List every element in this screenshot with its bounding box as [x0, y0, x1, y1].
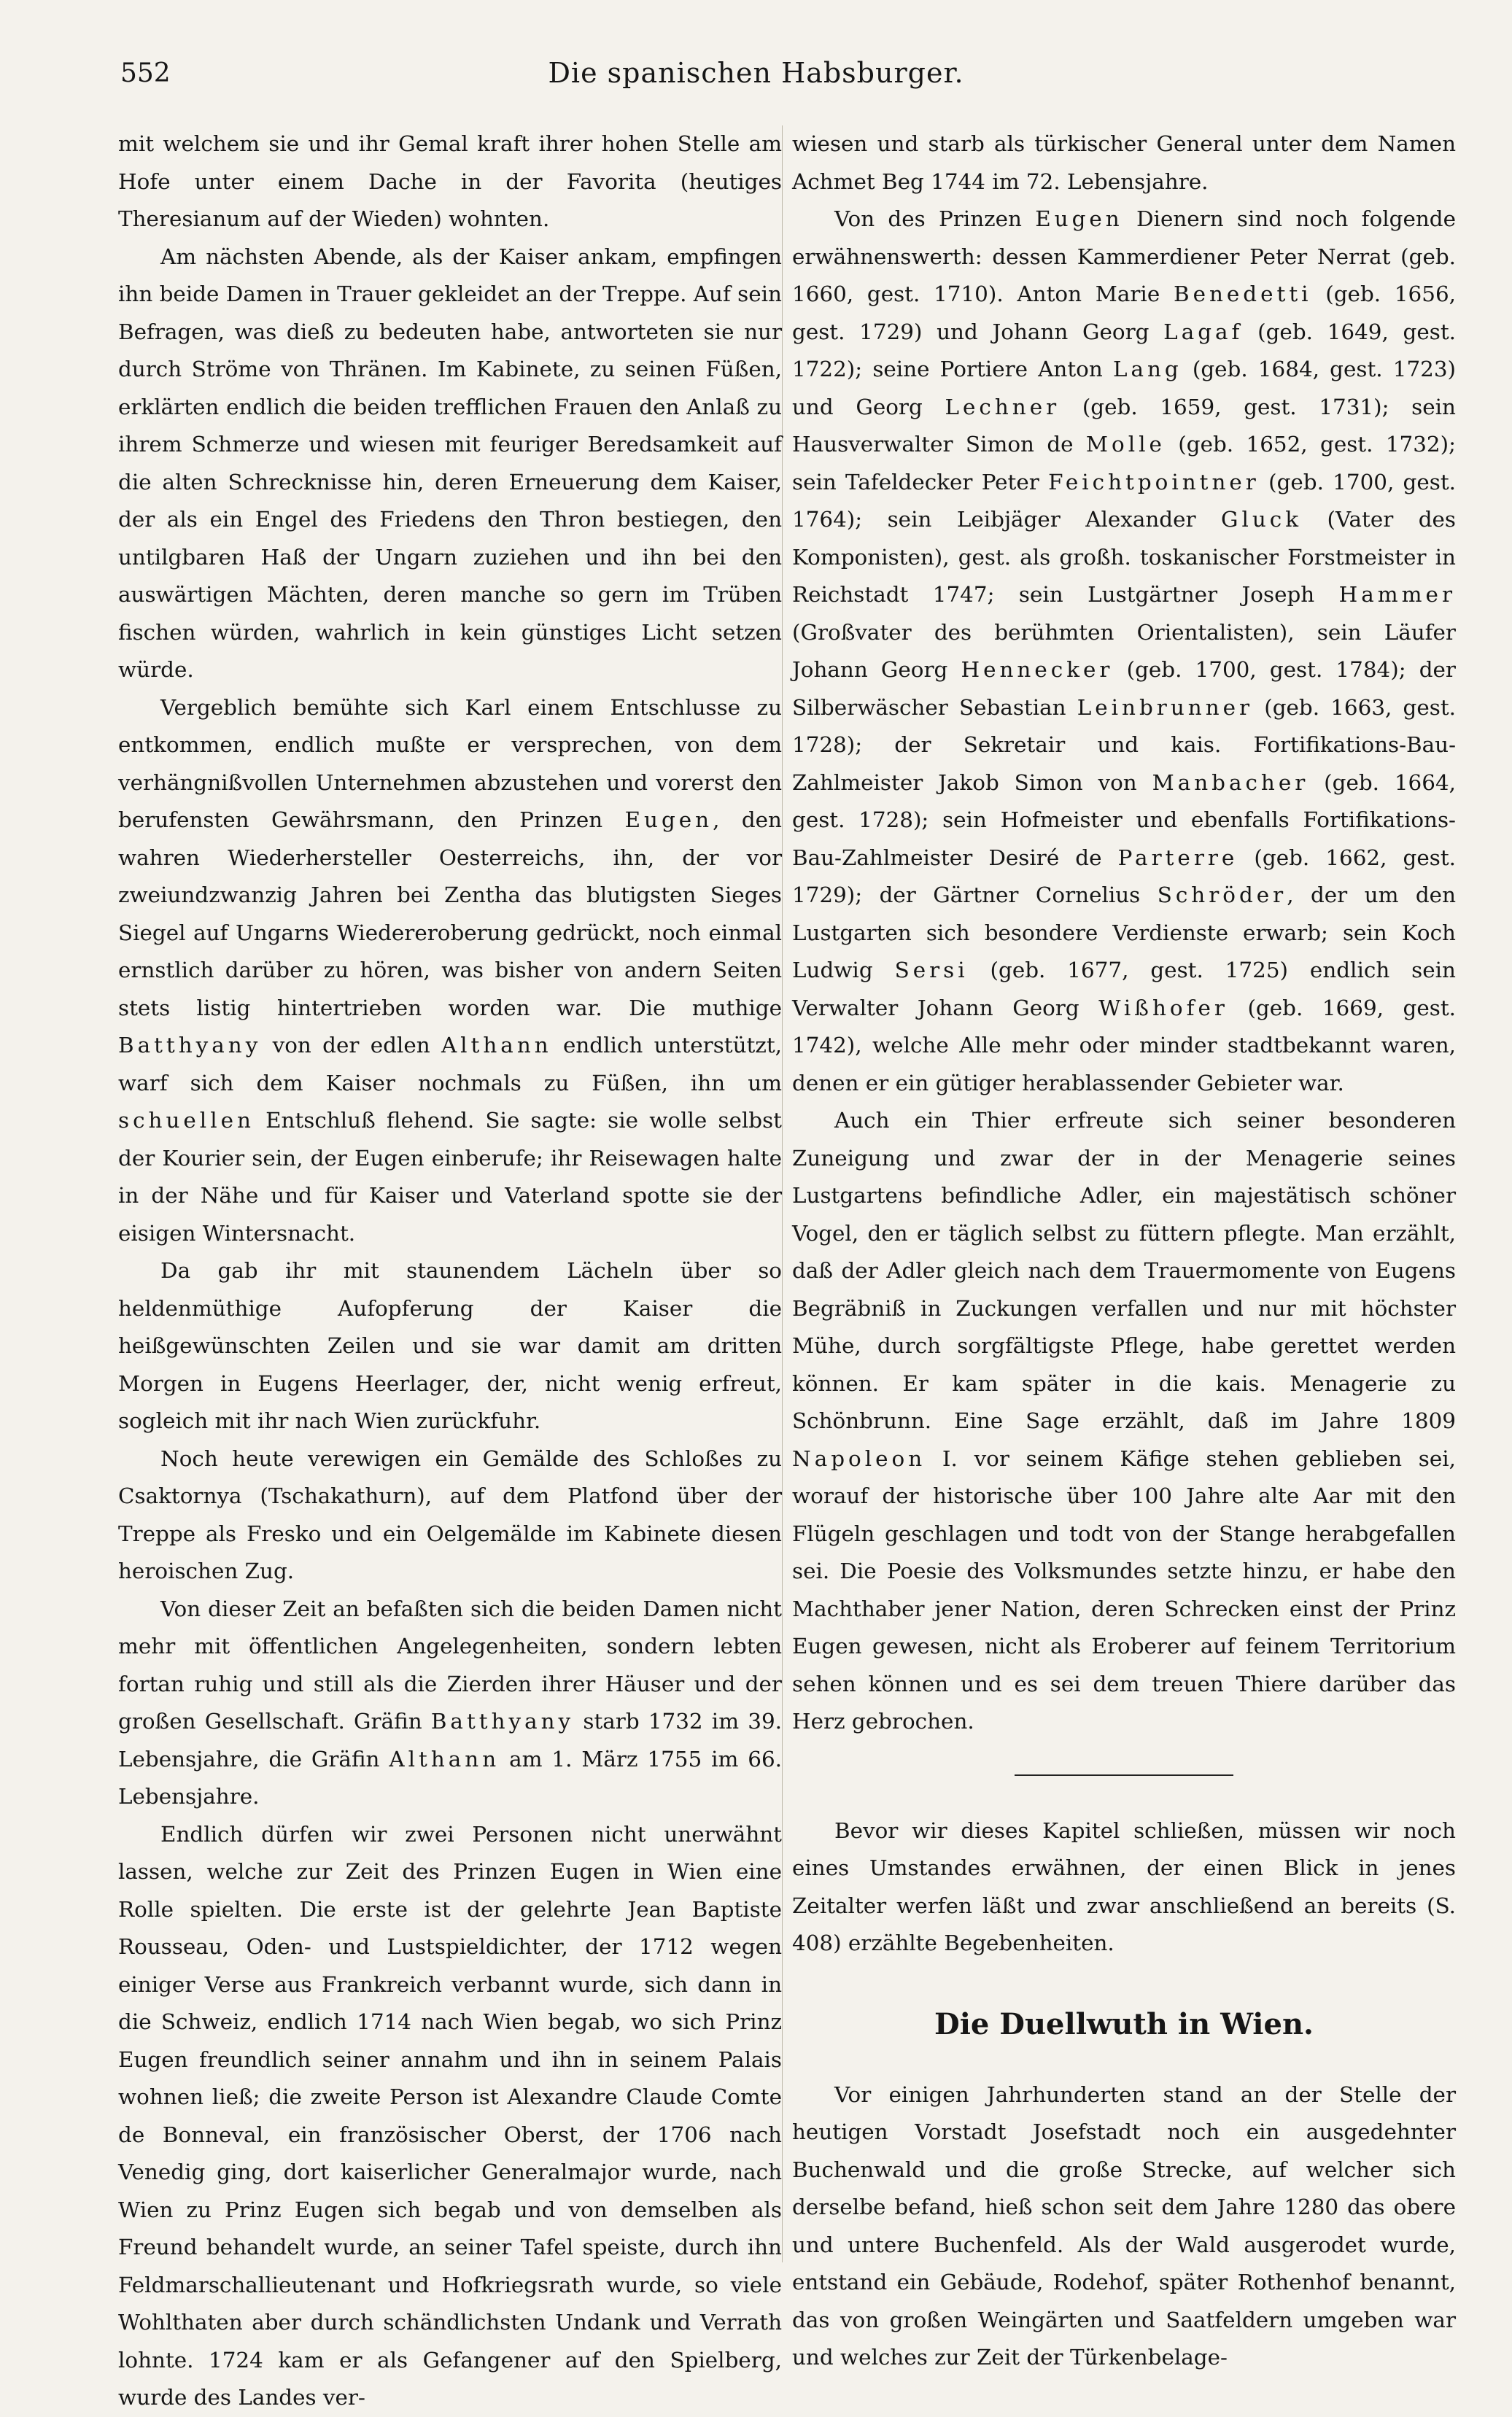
spaced-name: Eugen [624, 807, 713, 832]
section-divider [1015, 1774, 1233, 1776]
paragraph [118, 125, 782, 238]
text: Dienern sind noch folgende erwähnenswerth: dessen Kammerdiener Peter Nerrat (geb. 1660, gest. 1710). Anton Marie [792, 206, 1456, 306]
text: (Großvater des berühmten Orientalisten), sein Läufer Johann Georg [792, 619, 1456, 682]
spaced-name: Batthyany [118, 1033, 262, 1058]
paragraph [792, 125, 1456, 201]
spaced-name: Sersi [894, 958, 969, 982]
text: Auch ein Thier erfreute sich seiner besonderen Zuneigung und zwar der in der Menagerie seines Lustgartens befindliche Adler, ein majestätisch schöner Vogel, den er täglich selbst zu füttern pflegte. Man erzählt, daß der Adler gleich nach dem Trauermomente von Eugens Begräbniß in Zuckungen verfallen und nur mit höchster Mühe, durch sorgfältigste Pflege, habe gerettet werden können. Er kam später in die kais. Menagerie zu Schönbrunn. Eine Sage erzählt, daß im Jahre 1809 [792, 1108, 1456, 1433]
spaced-name: Manbacher [1152, 769, 1309, 795]
spaced-name: Hammer [1338, 582, 1456, 607]
spaced-name: Batthyany [430, 1709, 575, 1734]
spaced-name: Napoleon [792, 1446, 926, 1471]
spaced-name: Schröder [1157, 882, 1287, 907]
text: Von dieser Zeit an befaßten sich die beiden Damen nicht mehr mit öffentlichen Angelegenheiten, sondern lebten fortan ruhig und still als die Zierden ihrer Häuser und der großen Gesellschaft. Gräfin [118, 1596, 782, 1734]
spaced-name: Althann [441, 1033, 552, 1058]
paragraph [118, 238, 782, 689]
text: I. vor seinem Käfige stehen geblieben sei, worauf der historische über 100 Jahre alte Aar mit den Flügeln geschlagen und todt von der Stange herabgefallen sei. Die Poesie des Volksmundes setzte hinzu, er habe den Machthaber jener Nation, deren Schrecken einst der Prinz Eugen gewesen, nicht als Eroberer auf feinem Territorium sehen können und es sei dem treuen Thiere darüber das Herz gebrochen. [792, 1446, 1456, 1734]
paragraph [118, 1252, 782, 1440]
text: , den wahren Wiederhersteller Oesterreichs, ihn, der vor zweiundzwanzig Jahren bei Zentha das blutigsten Sieges Siegel auf Ungarns Wiedereroberung gedrückt, noch einmal ernstlich darüber zu hören, was bisher von andern Seiten stets listig hintertrieben worden war. Die muthige [118, 807, 782, 1020]
text: Am nächsten Abende, als der Kaiser ankam, empfingen ihn beide Damen in Trauer gekleidet an der Treppe. Auf sein Befragen, was dieß zu bedeuten habe, antworteten sie nur durch Ströme von Thränen. Im Kabinete, zu seinen Füßen, erklärten endlich die beiden trefflichen Frauen den Anlaß zu ihrem Schmerze und wiesen mit feuriger Beredsamkeit auf die alten Schrecknisse hin, deren Erneuerung dem Kaiser, der als ein Engel des Friedens den Thron bestiegen, den untilgbaren Haß der Ungarn zuziehen und ihn bei den auswärtigen Mächten, deren manche so gern im Trüben fischen würden, wahrlich in kein günstiges Licht setzen würde. [118, 244, 782, 682]
spaced-name: Eugen [1035, 206, 1123, 231]
spaced-name: Althann [389, 1746, 500, 1772]
text: (geb. 1669, gest. 1742), welche Alle mehr oder minder stadtbekannt waren, denen er ein gütiger herablassender Gebieter war. [792, 995, 1456, 1095]
text: (geb. 1656, gest. 1729) und Johann Georg [792, 282, 1456, 344]
spaced-name: Lagaf [1163, 319, 1244, 344]
paragraph [792, 201, 1456, 1102]
text: (geb. 1664, gest. 1728); sein Hofmeister und ebenfalls Fortifikations-Bau-Zahlmeister Desiré de [792, 769, 1456, 870]
spaced-word: schuellen [118, 1108, 255, 1133]
text: von der edlen [261, 1033, 441, 1058]
spaced-name: Leinbrunner [1077, 694, 1254, 720]
text: , der um den Lustgarten sich besondere Verdienste erwarb; sein Koch Ludwig [792, 882, 1457, 982]
spaced-name: Parterre [1117, 845, 1238, 870]
text: (geb. 1677, gest. 1725) endlich sein Verwalter Johann Georg [792, 958, 1456, 1020]
text: mit welchem sie und ihr Gemal kraft ihrer hohen Stelle am Hofe unter einem Dache in der Favorita (heutiges Theresianum auf der Wieden) wohnten. [118, 131, 782, 231]
text: (geb. 1659, gest. 1731); sein Hausverwalter Simon de [792, 394, 1456, 457]
paragraph [118, 689, 782, 1253]
spaced-name: Molle [1085, 432, 1166, 457]
spaced-name: Feichtpointner [1048, 469, 1260, 494]
running-title: Die spanischen Habsburger. [548, 57, 964, 89]
text: endlich unterstützt, warf sich dem Kaiser nochmals zu Füßen, ihn um [118, 1033, 782, 1095]
column-divider [782, 125, 783, 2262]
paragraph [118, 1816, 782, 2417]
spaced-name: Lang [1112, 357, 1182, 381]
text: (geb. 1662, gest. 1729); der Gärtner Cornelius [792, 845, 1456, 907]
text: starb 1732 im 39. Lebensjahre, die Gräfin [118, 1709, 782, 1772]
right-column [792, 125, 1456, 2377]
paragraph [792, 1812, 1456, 1963]
text: Vor einigen Jahrhunderten stand an der Stelle der heutigen Vorstadt Josefstadt noch ein ausgedehnter Buchenwald und die große Strecke, auf welcher sich derselbe befand, hieß schon seit dem Jahre 1280 das obere und untere Buchenfeld. Als der Wald ausgerodet wurde, entstand ein Gebäude, Rodehof, später Rothenhof benannt, das von großen Weingärten und Saatfeldern umgeben war und welches zur Zeit der Türkenbelage- [792, 2082, 1456, 2370]
text: am 1. März 1755 im 66. Lebensjahre. [118, 1746, 782, 1809]
page-number: 552 [120, 58, 171, 88]
text: Noch heute verewigen ein Gemälde des Schloßes zu Csaktornya (Tschakathurn), auf dem Platfond über der Treppe als Fresko und ein Oelgemälde im Kabinete diesen heroischen Zug. [118, 1446, 782, 1583]
text: (geb. 1649, gest. 1722); seine Portiere Anton [792, 319, 1456, 381]
text: Von des Prinzen [834, 206, 1036, 231]
text: (geb. 1684, gest. 1723) und Georg [792, 357, 1457, 419]
text: (geb. 1700, gest. 1784); der Silberwäscher Sebastian [792, 657, 1456, 720]
text: Vergeblich bemühte sich Karl einem Entschlusse zu entkommen, endlich mußte er versprechen, von dem verhängnißvollen Unternehmen abzustehen und vorerst den berufensten Gewährsmann, den Prinzen [118, 694, 782, 832]
spaced-name: Gluck [1221, 507, 1303, 532]
spaced-name: Wißhofer [1098, 995, 1228, 1020]
text: (geb. 1652, gest. 1732); sein Tafeldecker Peter [792, 432, 1456, 494]
text: Bevor wir dieses Kapitel schließen, müssen wir noch eines Umstandes erwähnen, der einen Blick in jenes Zeitalter werfen läßt und zwar anschließend an bereits (S. 408) erzählte Begebenheiten. [792, 1817, 1456, 1955]
text: (geb. 1663, gest. 1728); der Sekretair und kais. Fortifikations-Bau-Zahlmeister Jakob Simon von [792, 694, 1456, 795]
paragraph [792, 1102, 1456, 1741]
text: wiesen und starb als türkischer General unter dem Namen Achmet Beg 1744 im 72. Lebensjahre. [792, 131, 1456, 194]
text: Da gab ihr mit staunendem Lächeln über so heldenmüthige Aufopferung der Kaiser die heißgewünschten Zeilen und sie war damit am dritten Morgen in Eugens Heerlager, der, nicht wenig erfreut, sogleich mit ihr nach Wien zurückfuhr. [118, 1258, 782, 1433]
paragraph [792, 2076, 1456, 2377]
paragraph [118, 1440, 782, 1591]
spaced-name: Hennecker [961, 657, 1114, 682]
text: Endlich dürfen wir zwei Personen nicht unerwähnt lassen, welche zur Zeit des Prinzen Eugen in Wien eine Rolle spielten. Die erste ist der gelehrte Jean Baptiste Rousseau, Oden- und Lustspieldichter, der 1712 wegen einiger Verse aus Frankreich verbannt wurde, sich dann in die Schweiz, endlich 1714 nach Wien begab, wo sich Prinz Eugen freundlich seiner annahm und ihn in seinem Palais wohnen ließ; die zweite Person ist Alexandre Claude Comte de Bonneval, ein französischer Oberst, der 1706 nach Venedig ging, dort kaiserlicher Generalmajor wurde, nach Wien zu Prinz Eugen sich begab und von demselben als Freund behandelt wurde, an seiner Tafel speiste, durch ihn Feldmarschallieutenant und Hofkriegsrath wurde, so viele Wohlthaten aber durch schändlichsten Undank und Verrath lohnte. 1724 kam er als Gefangener auf den Spielberg, wurde des Landes ver- [118, 1821, 782, 2410]
section-title: Die Duellwuth in Wien. [934, 2006, 1314, 2041]
text: (geb. 1700, gest. 1764); sein Leibjäger Alexander [792, 469, 1456, 532]
text: Entschluß flehend. Sie sagte: sie wolle selbst der Kourier sein, der Eugen einberufe; ihr Reisewagen halte in der Nähe und für Kaiser und Vaterland spotte sie der eisigen Wintersnacht. [118, 1108, 782, 1246]
paragraph [118, 1591, 782, 1816]
left-column [118, 125, 782, 2417]
text: (Vater des Komponisten), gest. als großh. toskanischer Forstmeister in Reichstadt 1747; sein Lustgärtner Joseph [792, 507, 1456, 607]
spaced-name: Lechner [945, 394, 1061, 419]
spaced-name: Benedetti [1173, 282, 1312, 306]
